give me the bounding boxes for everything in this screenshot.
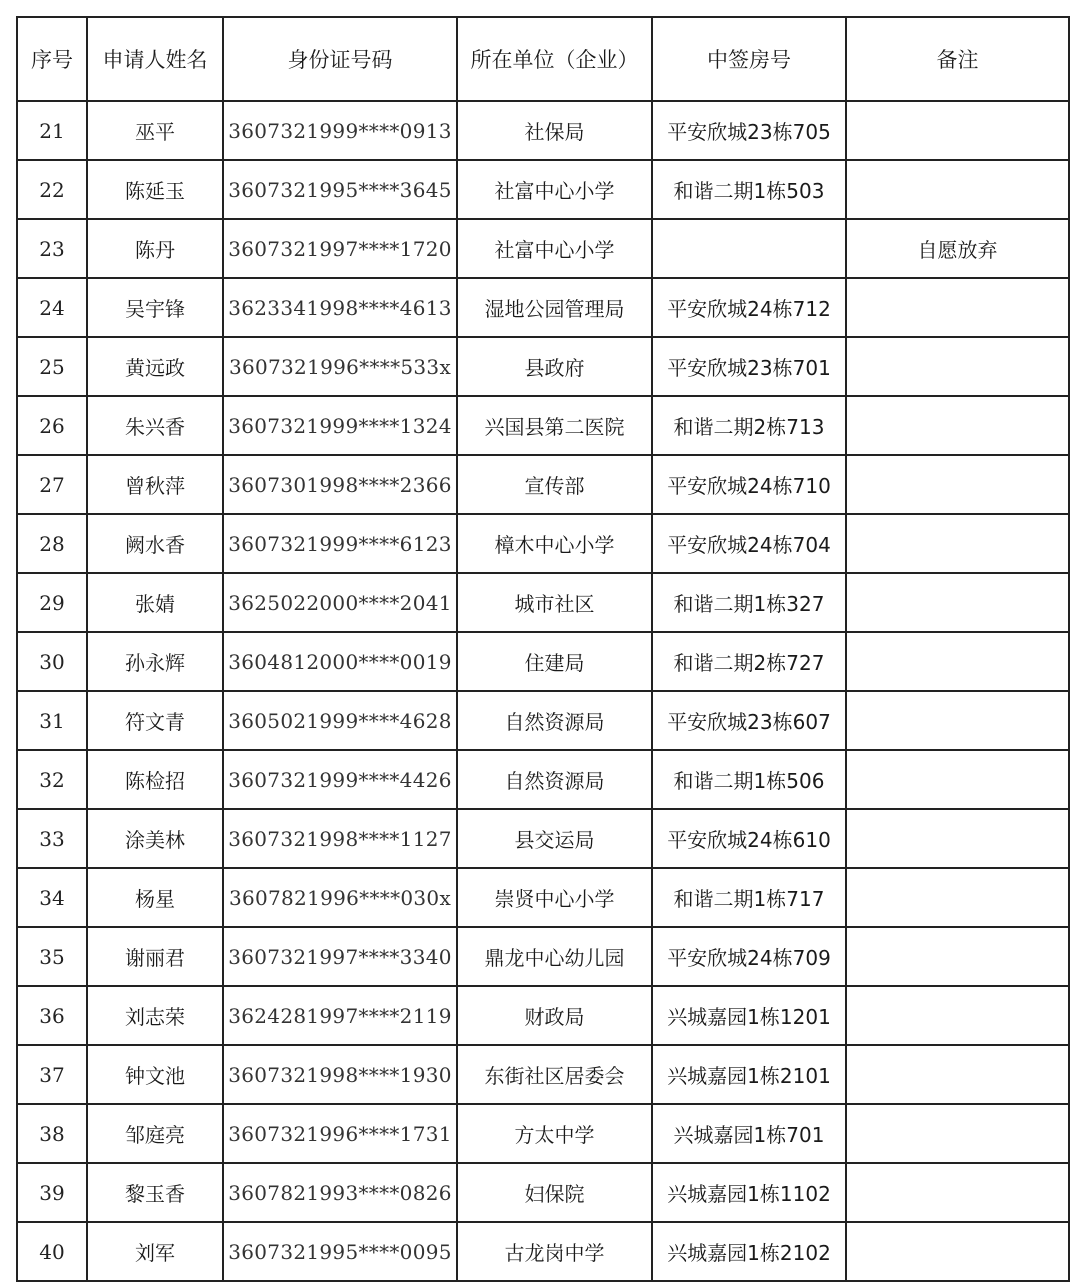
cell-room-number: 平安欣城23栋705 <box>652 101 846 160</box>
cell-remarks <box>846 1163 1069 1222</box>
table-body <box>17 101 1069 1281</box>
table-row <box>17 455 1069 514</box>
table-row <box>17 691 1069 750</box>
cell-room-number: 和谐二期1栋506 <box>652 750 846 809</box>
cell-id-number: 3607321999****4426 <box>223 750 457 809</box>
cell-remarks <box>846 396 1069 455</box>
cell-applicant-name: 张婧 <box>87 573 223 632</box>
cell-applicant-name: 黎玉香 <box>87 1163 223 1222</box>
cell-applicant-name: 陈检招 <box>87 750 223 809</box>
cell-id-number: 3625022000****2041 <box>223 573 457 632</box>
cell-room-number: 兴城嘉园1栋2102 <box>652 1222 846 1281</box>
table-row <box>17 337 1069 396</box>
cell-employer: 崇贤中心小学 <box>457 868 652 927</box>
cell-employer: 自然资源局 <box>457 750 652 809</box>
cell-remarks <box>846 337 1069 396</box>
cell-applicant-name: 朱兴香 <box>87 396 223 455</box>
cell-applicant-name: 孙永辉 <box>87 632 223 691</box>
cell-remarks: 自愿放弃 <box>846 219 1069 278</box>
cell-employer: 古龙岗中学 <box>457 1222 652 1281</box>
cell-seq: 32 <box>17 750 87 809</box>
cell-applicant-name: 巫平 <box>87 101 223 160</box>
cell-employer: 社富中心小学 <box>457 219 652 278</box>
cell-remarks <box>846 986 1069 1045</box>
cell-room-number: 平安欣城23栋607 <box>652 691 846 750</box>
cell-room-number: 平安欣城24栋704 <box>652 514 846 573</box>
cell-applicant-name: 陈延玉 <box>87 160 223 219</box>
cell-seq: 29 <box>17 573 87 632</box>
cell-room-number: 平安欣城24栋610 <box>652 809 846 868</box>
cell-id-number: 3604812000****0019 <box>223 632 457 691</box>
cell-remarks <box>846 160 1069 219</box>
table-row <box>17 868 1069 927</box>
cell-employer: 妇保院 <box>457 1163 652 1222</box>
cell-applicant-name: 符文青 <box>87 691 223 750</box>
cell-seq: 26 <box>17 396 87 455</box>
cell-id-number: 3607321997****1720 <box>223 219 457 278</box>
cell-remarks <box>846 101 1069 160</box>
cell-room-number: 平安欣城24栋710 <box>652 455 846 514</box>
header-row <box>17 17 1069 101</box>
cell-remarks <box>846 514 1069 573</box>
table-row <box>17 632 1069 691</box>
cell-room-number: 兴城嘉园1栋1201 <box>652 986 846 1045</box>
cell-room-number: 平安欣城23栋701 <box>652 337 846 396</box>
cell-seq: 23 <box>17 219 87 278</box>
cell-room-number <box>652 219 846 278</box>
cell-applicant-name: 曾秋萍 <box>87 455 223 514</box>
table-row <box>17 1104 1069 1163</box>
cell-room-number: 平安欣城24栋709 <box>652 927 846 986</box>
cell-id-number: 3607301998****2366 <box>223 455 457 514</box>
cell-applicant-name: 邹庭亮 <box>87 1104 223 1163</box>
table-row <box>17 750 1069 809</box>
cell-applicant-name: 杨星 <box>87 868 223 927</box>
table-row <box>17 278 1069 337</box>
table-row <box>17 219 1069 278</box>
cell-employer: 社富中心小学 <box>457 160 652 219</box>
cell-applicant-name: 谢丽君 <box>87 927 223 986</box>
table-row <box>17 1163 1069 1222</box>
cell-employer: 樟木中心小学 <box>457 514 652 573</box>
table-row <box>17 396 1069 455</box>
cell-applicant-name: 黄远政 <box>87 337 223 396</box>
cell-employer: 县政府 <box>457 337 652 396</box>
cell-remarks <box>846 809 1069 868</box>
cell-room-number: 兴城嘉园1栋701 <box>652 1104 846 1163</box>
cell-id-number: 3605021999****4628 <box>223 691 457 750</box>
cell-remarks <box>846 868 1069 927</box>
cell-employer: 县交运局 <box>457 809 652 868</box>
cell-remarks <box>846 573 1069 632</box>
cell-room-number: 兴城嘉园1栋1102 <box>652 1163 846 1222</box>
cell-room-number: 和谐二期2栋713 <box>652 396 846 455</box>
cell-id-number: 3607821996****030x <box>223 868 457 927</box>
header-remarks: 备注 <box>846 17 1069 101</box>
cell-seq: 22 <box>17 160 87 219</box>
cell-seq: 40 <box>17 1222 87 1281</box>
cell-room-number: 兴城嘉园1栋2101 <box>652 1045 846 1104</box>
cell-id-number: 3607321999****1324 <box>223 396 457 455</box>
housing-lottery-table <box>16 16 1070 1282</box>
cell-applicant-name: 钟文池 <box>87 1045 223 1104</box>
cell-remarks <box>846 1045 1069 1104</box>
cell-applicant-name: 涂美林 <box>87 809 223 868</box>
cell-room-number: 和谐二期2栋727 <box>652 632 846 691</box>
cell-employer: 社保局 <box>457 101 652 160</box>
cell-remarks <box>846 632 1069 691</box>
header-id-number: 身份证号码 <box>223 17 457 101</box>
cell-seq: 37 <box>17 1045 87 1104</box>
cell-employer: 鼎龙中心幼儿园 <box>457 927 652 986</box>
housing-lottery-table-sheet <box>16 16 1068 1282</box>
cell-id-number: 3607321997****3340 <box>223 927 457 986</box>
cell-remarks <box>846 927 1069 986</box>
cell-applicant-name: 陈丹 <box>87 219 223 278</box>
table-row <box>17 1222 1069 1281</box>
cell-seq: 24 <box>17 278 87 337</box>
cell-seq: 31 <box>17 691 87 750</box>
cell-employer: 湿地公园管理局 <box>457 278 652 337</box>
cell-id-number: 3607321996****533x <box>223 337 457 396</box>
header-employer: 所在单位（企业） <box>457 17 652 101</box>
table-row <box>17 160 1069 219</box>
cell-remarks <box>846 1222 1069 1281</box>
cell-employer: 自然资源局 <box>457 691 652 750</box>
cell-seq: 39 <box>17 1163 87 1222</box>
table-row <box>17 101 1069 160</box>
table-row <box>17 927 1069 986</box>
cell-seq: 36 <box>17 986 87 1045</box>
cell-id-number: 3607321995****0095 <box>223 1222 457 1281</box>
cell-employer: 东街社区居委会 <box>457 1045 652 1104</box>
cell-employer: 住建局 <box>457 632 652 691</box>
cell-employer: 城市社区 <box>457 573 652 632</box>
cell-remarks <box>846 750 1069 809</box>
cell-room-number: 和谐二期1栋327 <box>652 573 846 632</box>
cell-room-number: 和谐二期1栋717 <box>652 868 846 927</box>
cell-applicant-name: 刘军 <box>87 1222 223 1281</box>
cell-id-number: 3607321998****1930 <box>223 1045 457 1104</box>
cell-room-number: 平安欣城24栋712 <box>652 278 846 337</box>
cell-seq: 34 <box>17 868 87 927</box>
header-seq: 序号 <box>17 17 87 101</box>
cell-remarks <box>846 1104 1069 1163</box>
cell-seq: 30 <box>17 632 87 691</box>
cell-seq: 35 <box>17 927 87 986</box>
cell-remarks <box>846 455 1069 514</box>
cell-employer: 宣传部 <box>457 455 652 514</box>
table-row <box>17 573 1069 632</box>
cell-id-number: 3607321999****0913 <box>223 101 457 160</box>
cell-applicant-name: 阙水香 <box>87 514 223 573</box>
cell-seq: 25 <box>17 337 87 396</box>
cell-id-number: 3624281997****2119 <box>223 986 457 1045</box>
cell-seq: 21 <box>17 101 87 160</box>
cell-seq: 27 <box>17 455 87 514</box>
table-row <box>17 1045 1069 1104</box>
cell-seq: 38 <box>17 1104 87 1163</box>
cell-employer: 兴国县第二医院 <box>457 396 652 455</box>
cell-employer: 方太中学 <box>457 1104 652 1163</box>
cell-applicant-name: 刘志荣 <box>87 986 223 1045</box>
cell-employer: 财政局 <box>457 986 652 1045</box>
table-row <box>17 986 1069 1045</box>
table-row <box>17 514 1069 573</box>
cell-id-number: 3607321998****1127 <box>223 809 457 868</box>
cell-id-number: 3607321996****1731 <box>223 1104 457 1163</box>
cell-id-number: 3607321995****3645 <box>223 160 457 219</box>
header-room-number: 中签房号 <box>652 17 846 101</box>
cell-id-number: 3607821993****0826 <box>223 1163 457 1222</box>
cell-remarks <box>846 691 1069 750</box>
cell-applicant-name: 吴宇锋 <box>87 278 223 337</box>
cell-seq: 33 <box>17 809 87 868</box>
header-applicant-name: 申请人姓名 <box>87 17 223 101</box>
table-row <box>17 809 1069 868</box>
cell-room-number: 和谐二期1栋503 <box>652 160 846 219</box>
cell-remarks <box>846 278 1069 337</box>
cell-id-number: 3623341998****4613 <box>223 278 457 337</box>
cell-seq: 28 <box>17 514 87 573</box>
cell-id-number: 3607321999****6123 <box>223 514 457 573</box>
